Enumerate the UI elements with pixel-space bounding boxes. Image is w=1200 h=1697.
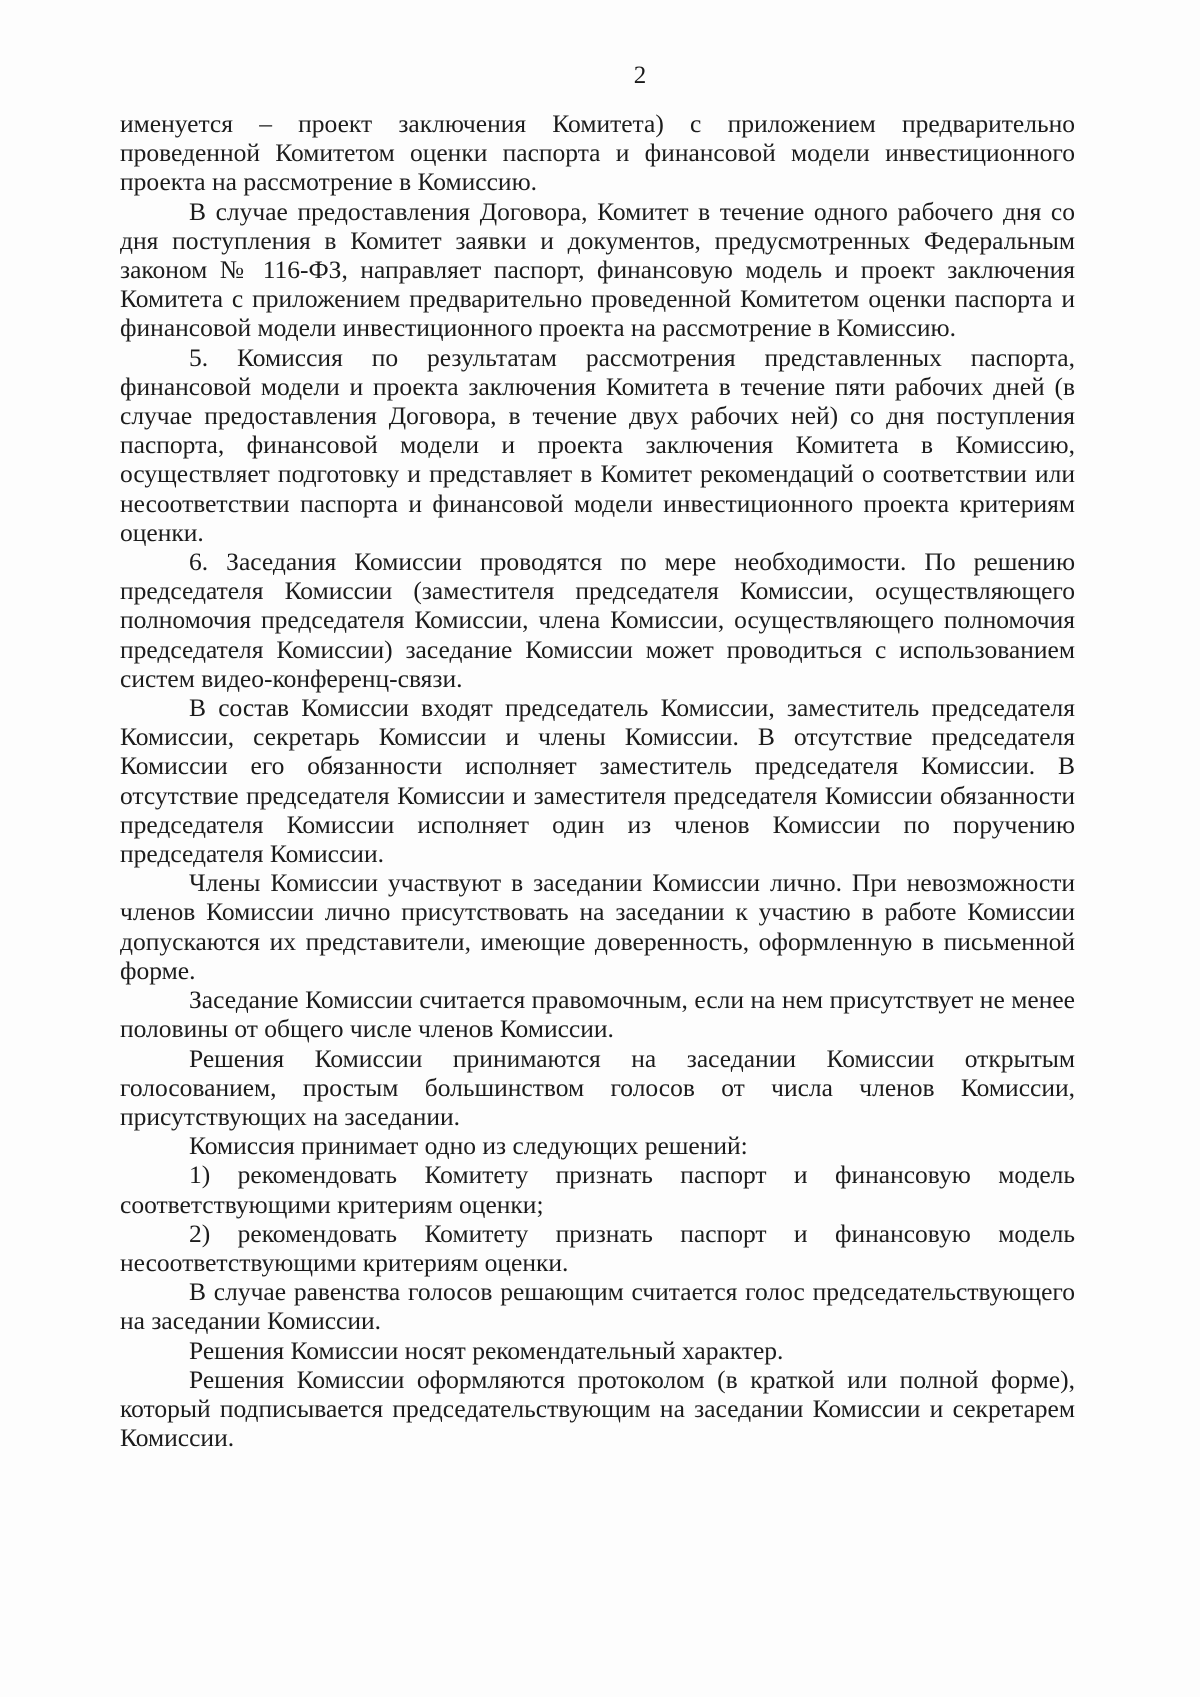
paragraph-7: Заседание Комиссии считается правомочным, если на нем присутствует не менее половины от общего числе членов Комиссии. [120,985,1075,1044]
paragraph-2: В случае предоставления Договора, Комитет в течение одного рабочего дня со дня поступления в Комитет заявки и документов, предусмотренных Федеральным законом № 116-ФЗ, направляет паспорт, финансовую модель и проект заключения Комитета с приложением предварительно проведенной Комитетом оценки паспорта и финансовой модели инвестиционного проекта на рассмотрение в Комиссию. [120,196,1075,343]
paragraph-14: Решения Комиссии оформляются протоколом (в краткой или полной форме), который подписывается председательствующим на заседании Комиссии и секретарем Комиссии. [120,1364,1075,1453]
paragraph-8: Решения Комиссии принимаются на заседании Комиссии открытым голосованием, простым большинством голосов от числа членов Комиссии, присутствующих на заседании. [120,1043,1075,1131]
paragraph-4: 6. Заседания Комиссии проводятся по мере необходимости. По решению председателя Комиссии (заместителя председателя Комиссии, осуществляющего полномочия председателя Комиссии, члена Комиссии, осуществляющего полномочия председателя Комиссии) заседание Комиссии может проводиться с использованием систем видео-конференц-связи. [120,547,1075,693]
paragraph-12: В случае равенства голосов решающим считается голос председательствующего на заседании Комиссии. [120,1277,1075,1336]
paragraph-5: В состав Комиссии входят председатель Комиссии, заместитель председателя Комиссии, секретарь Комиссии и члены Комиссии. В отсутствие председателя Комиссии его обязанности исполняет заместитель председателя Комиссии. В отсутствие председателя Комиссии и заместителя председателя Комиссии обязанности председателя Комиссии исполняет один из членов Комиссии по поручению председателя Комиссии. [120,693,1075,869]
page-number: 2 [633,62,647,89]
paragraph-11: 2) рекомендовать Комитету признать паспорт и финансовую модель несоответствующими критериям оценки. [120,1218,1075,1277]
paragraph-3: 5. Комиссия по результатам рассмотрения представленных паспорта, финансовой модели и проекта заключения Комитета в течение пяти рабочих дней (в случае предоставления Договора, в течение двух рабочих ней) со дня поступления паспорта, финансовой модели и проекта заключения Комитета в Комиссию, осуществляет подготовку и представляет в Комитет рекомендаций о соответствии или несоответствии паспорта и финансовой модели инвестиционного проекта критериям оценки. [120,342,1075,547]
paragraph-6: Члены Комиссии участвуют в заседании Комиссии лично. При невозможности членов Комиссии лично присутствовать на заседании к участию в работе Комиссии допускаются их представители, имеющие доверенность, оформленную в письменной форме. [120,868,1075,985]
paragraph-10: 1) рекомендовать Комитету признать паспорт и финансовую модель соответствующими критериям оценки; [120,1160,1075,1219]
paragraph-13: Решения Комиссии носят рекомендательный характер. [189,1335,784,1365]
paragraph-9: Комиссия принимает одно из следующих решений: [189,1131,748,1161]
paragraph-1: именуется – проект заключения Комитета) с приложением предварительно проведенной Комитетом оценки паспорта и финансовой модели инвестиционного проекта на рассмотрение в Комиссию. [120,109,1075,197]
document-body [120,109,1075,1452]
